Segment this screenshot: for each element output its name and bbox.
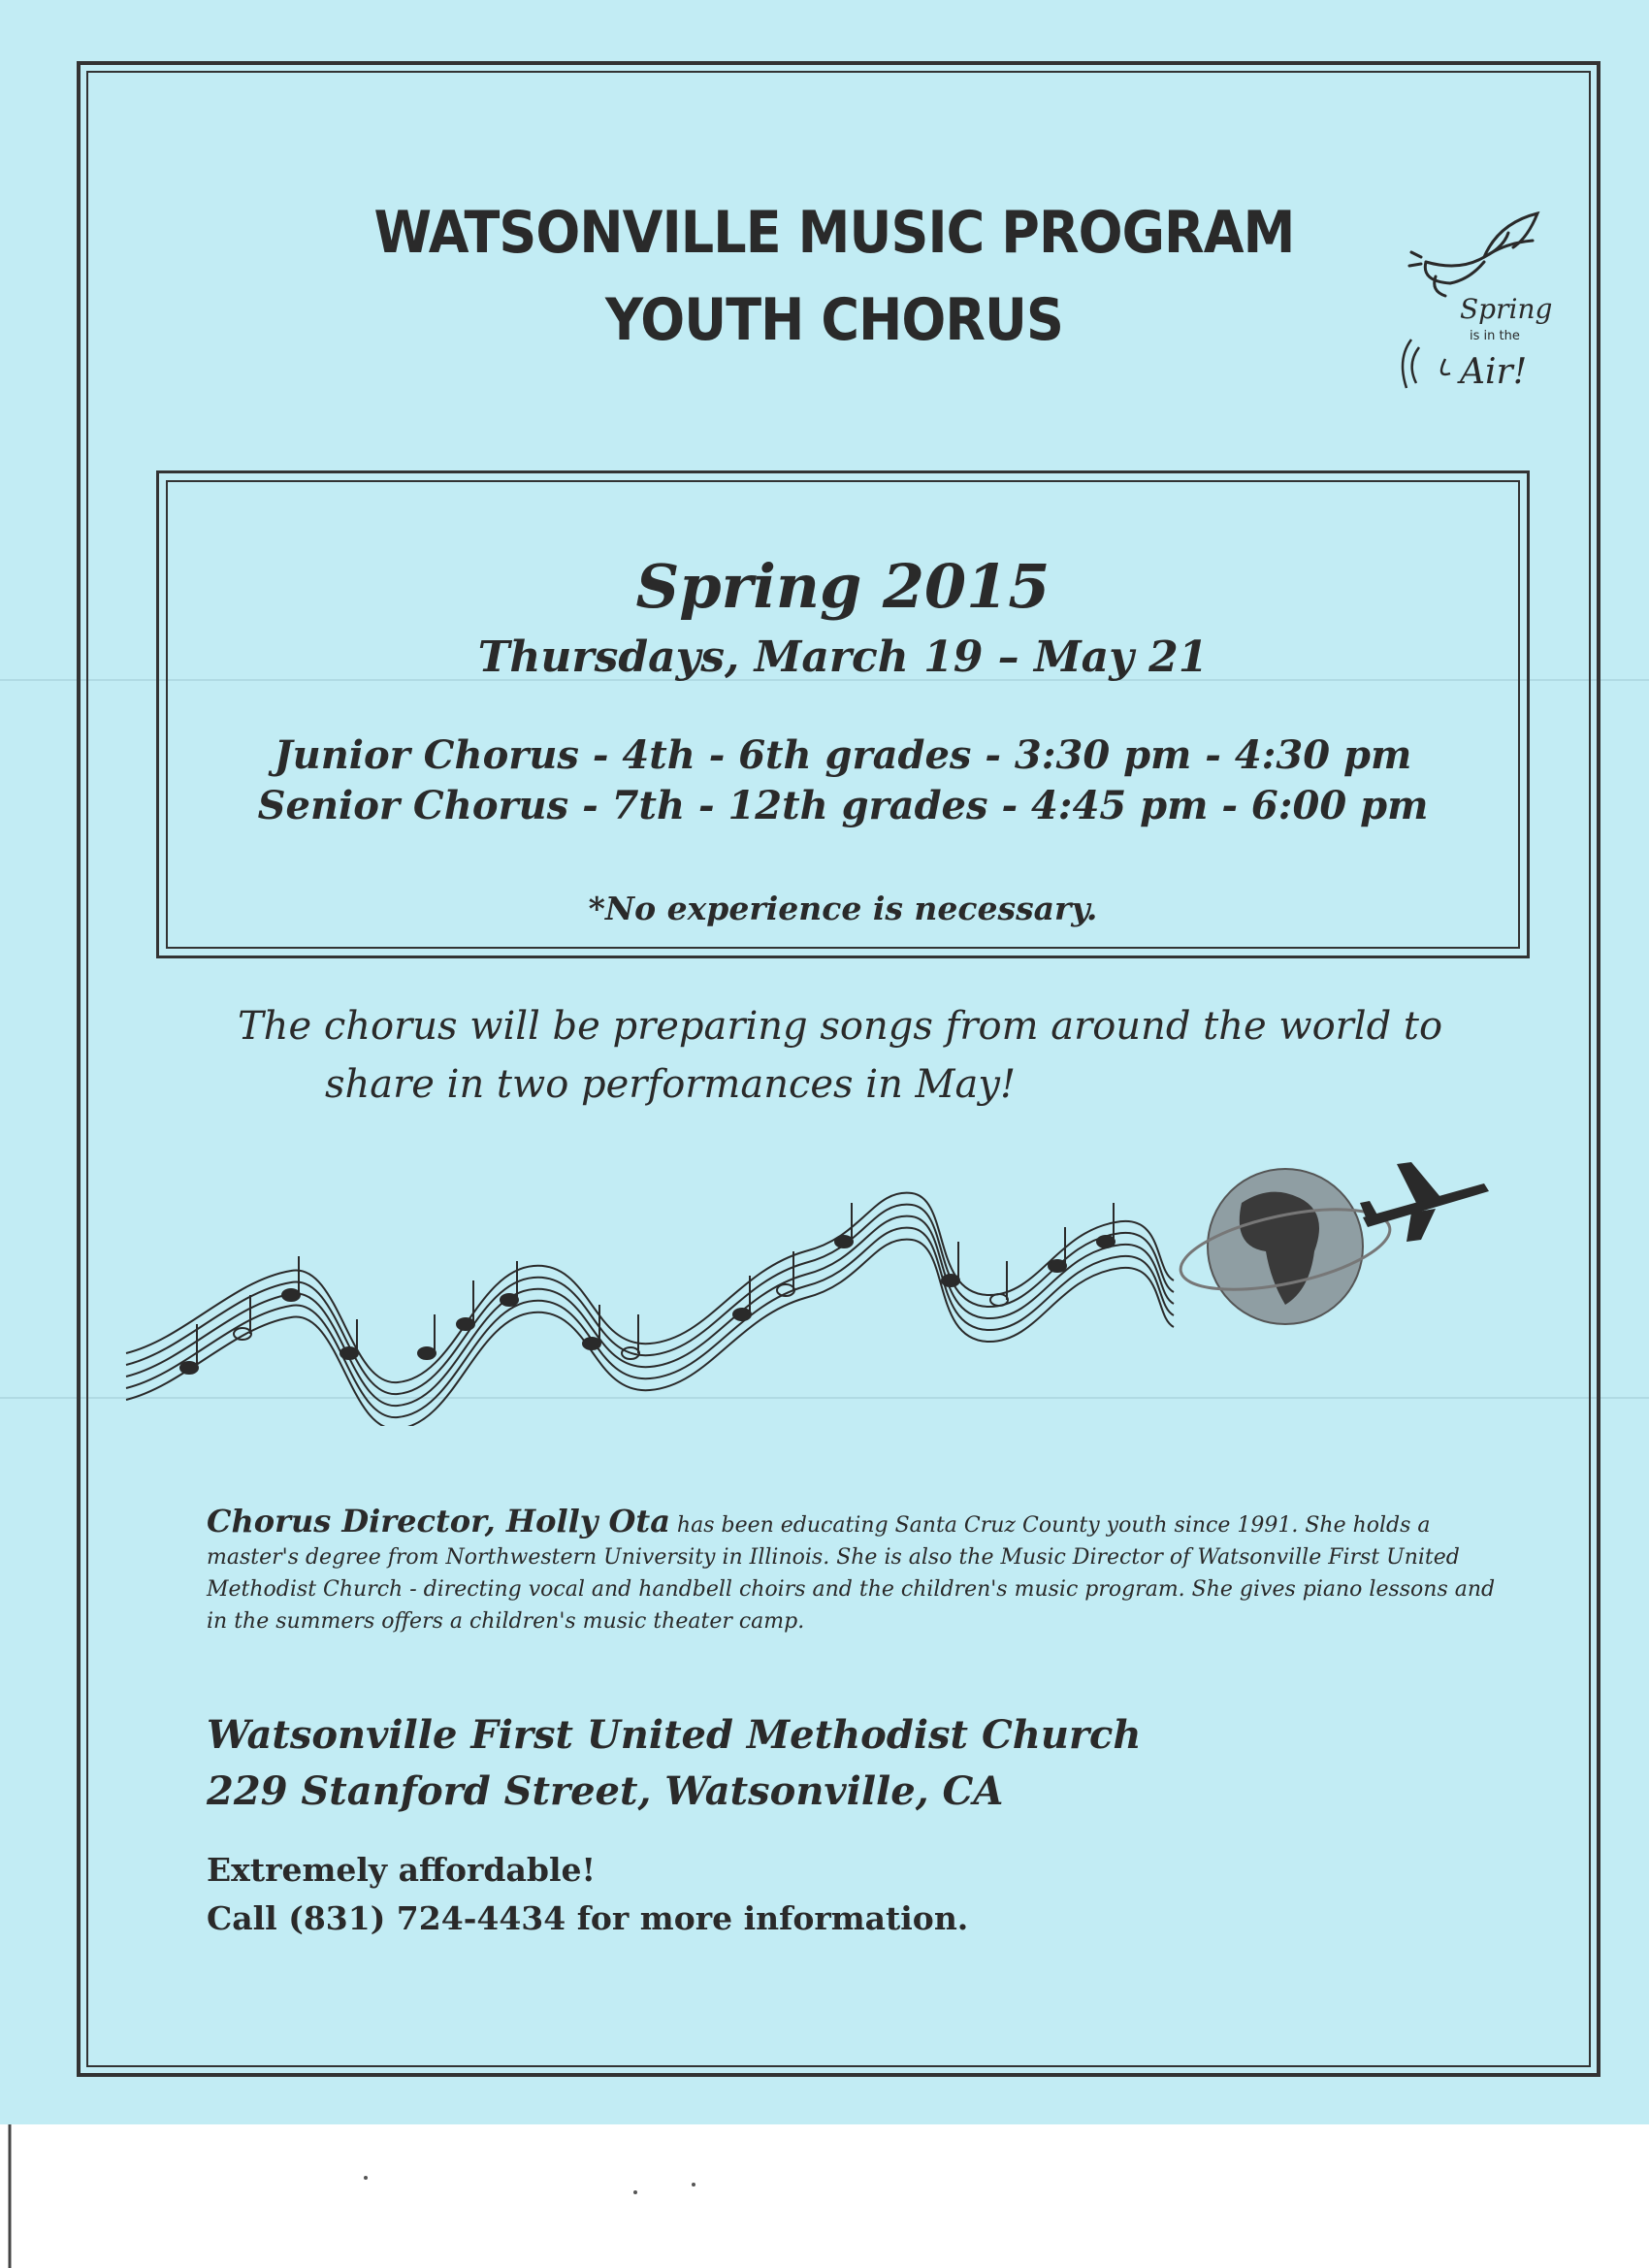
affordable-line: Extremely affordable! [207,1851,596,1889]
season-heading: Spring 2015 [635,551,1051,622]
scan-margin [0,2124,1649,2268]
junior-chorus-line: Junior Chorus - 4th - 6th grades - 3:30 pm - 4:30 pm [274,732,1412,778]
pitch-line-1: The chorus will be preparing songs from around the world to [238,1004,1443,1049]
music-staff-ribbon-icon [126,1193,1174,1426]
church-address: 229 Stanford Street, Watsonville, CA [207,1768,1004,1814]
scan-speck [633,2190,637,2194]
dove-icon [1409,213,1537,296]
director-name: Chorus Director, Holly Ota [207,1503,670,1539]
title-line-1: WATSONVILLE MUSIC PROGRAM [373,199,1295,267]
pitch-line-2: share in two performances in May! [325,1062,1017,1107]
title-line-2: YOUTH CHORUS [604,286,1064,354]
senior-chorus-line: Senior Chorus - 7th - 12th grades - 4:45 pm - 6:00 pm [257,783,1429,828]
church-name: Watsonville First United Methodist Church [207,1712,1142,1758]
director-bio-text: has been educating Santa Cruz County youth since 1991. She holds a master's degree from Northwestern University in Illinois. She is also the Music Director of Watsonville First United Methodist Church - directing vocal and handbell choirs and the children's music program. She gives piano lessons and in the summers offers a children's music theater camp. [207,1513,1496,1634]
director-bio [207,1503,1506,1637]
spring-logo [1392,204,1557,407]
airplane-icon [1360,1162,1489,1242]
music-notes-icon [180,1203,1115,1374]
experience-note: *No experience is necessary. [588,890,1098,927]
logo-spring-text: Spring [1460,293,1553,325]
scan-speck [364,2176,368,2180]
scan-speck [692,2183,695,2187]
logo-swoosh-icon [1403,340,1450,388]
logo-middle-text: is in the [1470,329,1520,343]
dates-line: Thursdays, March 19 – May 21 [477,632,1209,682]
globe-icon [1174,1169,1397,1324]
call-line: Call (831) 724-4434 for more information. [207,1899,969,1937]
music-illustration [107,1135,1504,1426]
logo-air-text: Air! [1460,352,1528,392]
